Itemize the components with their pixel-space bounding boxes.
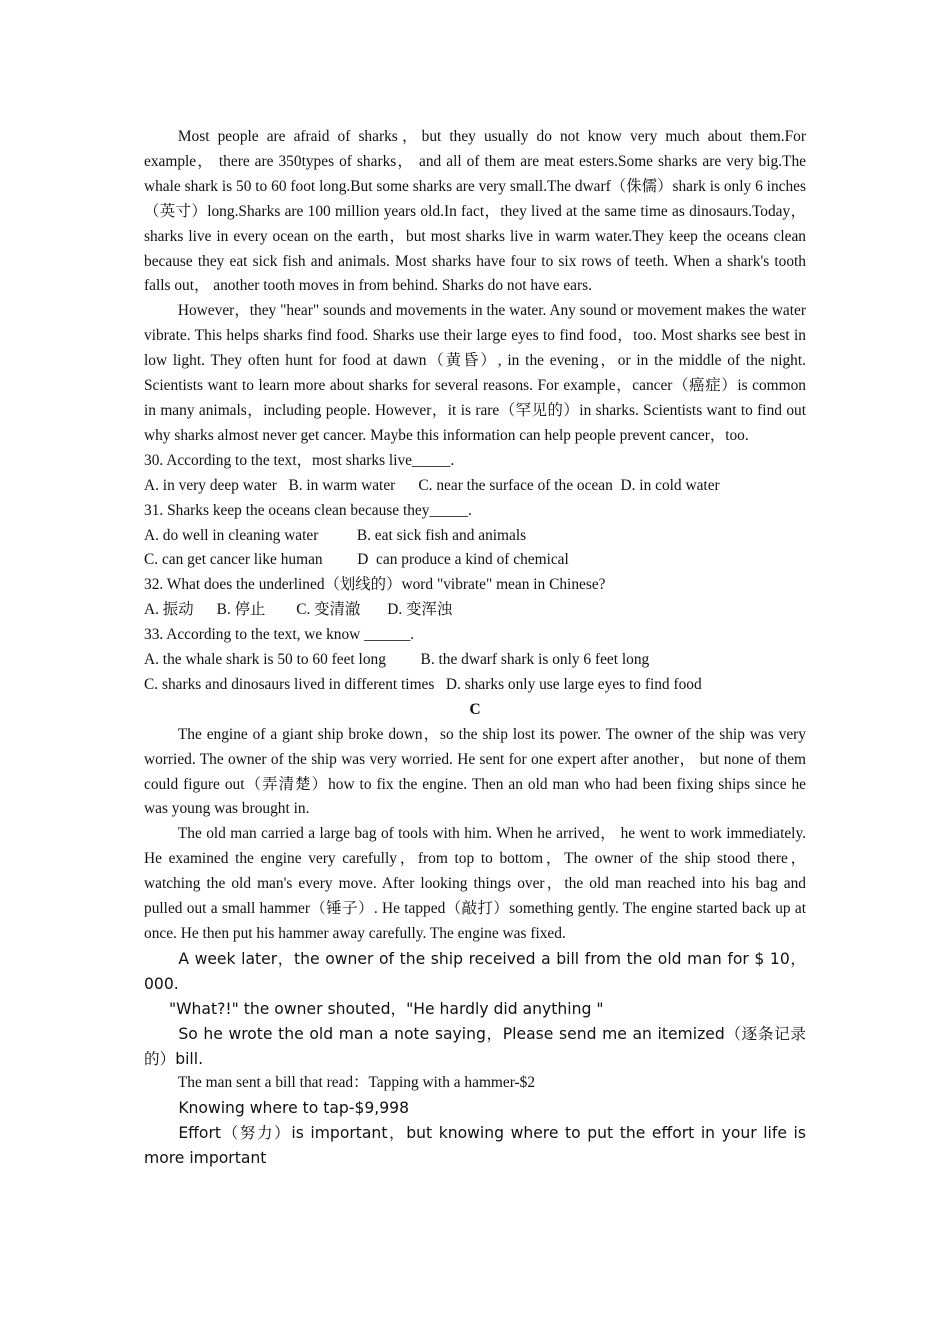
question-32-stem: 32. What does the underlined（划线的）word "vibrate" mean in Chinese?: [144, 576, 606, 594]
passage-c-paragraph-2: The old man carried a large bag of tools with him. When he arrived， he went to work immediately. He examined the engine very carefully，from top to bottom，The owner of the ship stood there，watching the old man's every move. After looking things over，the old man reached into his bag and pulled out a small hammer（锤子）. He tapped（敲打）something gently. The engine started back up at once. He then put his hammer away carefully. The engine was fixed.: [144, 825, 806, 942]
passage-c-paragraph-4: "What?!" the owner shouted，"He hardly did anything ": [168, 999, 604, 1018]
passage-b-paragraph-2: However，they "hear" sounds and movements in the water. Any sound or movement makes the water vibrate. This helps sharks find food. Sharks use their large eyes to find food，too. Most sharks see best in low light. They often hunt for food at dawn（黄昏）, in the evening，or in the middle of the night. Scientists want to learn more about sharks for several reasons. For example，cancer（癌症）is common in many animals，including people. However，it is rare（罕见的）in sharks. Scientists want to find out why sharks almost never get cancer. Maybe this information can help people prevent cancer，too.: [144, 302, 806, 444]
question-33-stem: 33. According to the text, we know ______.: [144, 626, 415, 644]
question-30-options: A. in very deep water B. in warm water C. near the surface of the ocean D. in cold water: [144, 476, 720, 494]
passage-c-paragraph-1: The engine of a giant ship broke down，so the ship lost its power. The owner of the ship was very worried. The owner of the ship was very worried. He sent for one expert after another， but none of them could figure out（弄清楚）how to fix the engine. Then an old man who had been fixing ships since he was young was brought in.: [144, 725, 806, 818]
question-31-options-row-2: C. can get cancer like human D can produce a kind of chemical: [144, 551, 569, 569]
section-c-title: C: [469, 700, 481, 718]
document-page: [144, 125, 806, 1171]
passage-c-paragraph-6: The man sent a bill that read：Tapping with a hammer-$2: [177, 1074, 536, 1092]
passage-c-paragraph-3: A week later，the owner of the ship received a bill from the old man for $ 10，000.: [144, 949, 806, 993]
question-32-options: A. 振动 B. 停止 C. 变清澈 D. 变浑浊: [144, 601, 453, 619]
passage-c-paragraph-5: So he wrote the old man a note saying，Please send me an itemized（逐条记录的）bill.: [144, 1024, 806, 1068]
question-33-options-row-1: A. the whale shark is 50 to 60 feet long B. the dwarf shark is only 6 feet long: [144, 651, 650, 669]
passage-c-paragraph-7: Knowing where to tap-$9,998: [178, 1099, 410, 1118]
question-30-stem: 30. According to the text，most sharks live_____.: [144, 451, 455, 469]
question-33-options-row-2: C. sharks and dinosaurs lived in different times D. sharks only use large eyes to find food: [144, 675, 702, 693]
passage-b-paragraph-1: Most people are afraid of sharks，but they usually do not know very much about them.For example， there are 350types of sharks， and all of them are meat esters.Some sharks are very big.The whale shark is 50 to 60 foot long.But some sharks are very small.The dwarf（侏儒）shark is only 6 inches（英寸）long.Sharks are 100 million years old.In fact，they lived at the same time as dinosaurs.Today，sharks live in every ocean on the earth，but most sharks live in warm water.They keep the oceans clean because they eat sick fish and animals. Most sharks have four to six rows of teeth. When a shark's tooth falls out， another tooth moves in from behind. Sharks do not have ears.: [144, 128, 806, 295]
question-31-stem: 31. Sharks keep the oceans clean because they_____.: [144, 501, 472, 519]
question-31-options-row-1: A. do well in cleaning water B. eat sick fish and animals: [144, 526, 527, 544]
passage-c-paragraph-8: Effort（努力）is important，but knowing where to put the effort in your life is more important: [144, 1124, 806, 1168]
